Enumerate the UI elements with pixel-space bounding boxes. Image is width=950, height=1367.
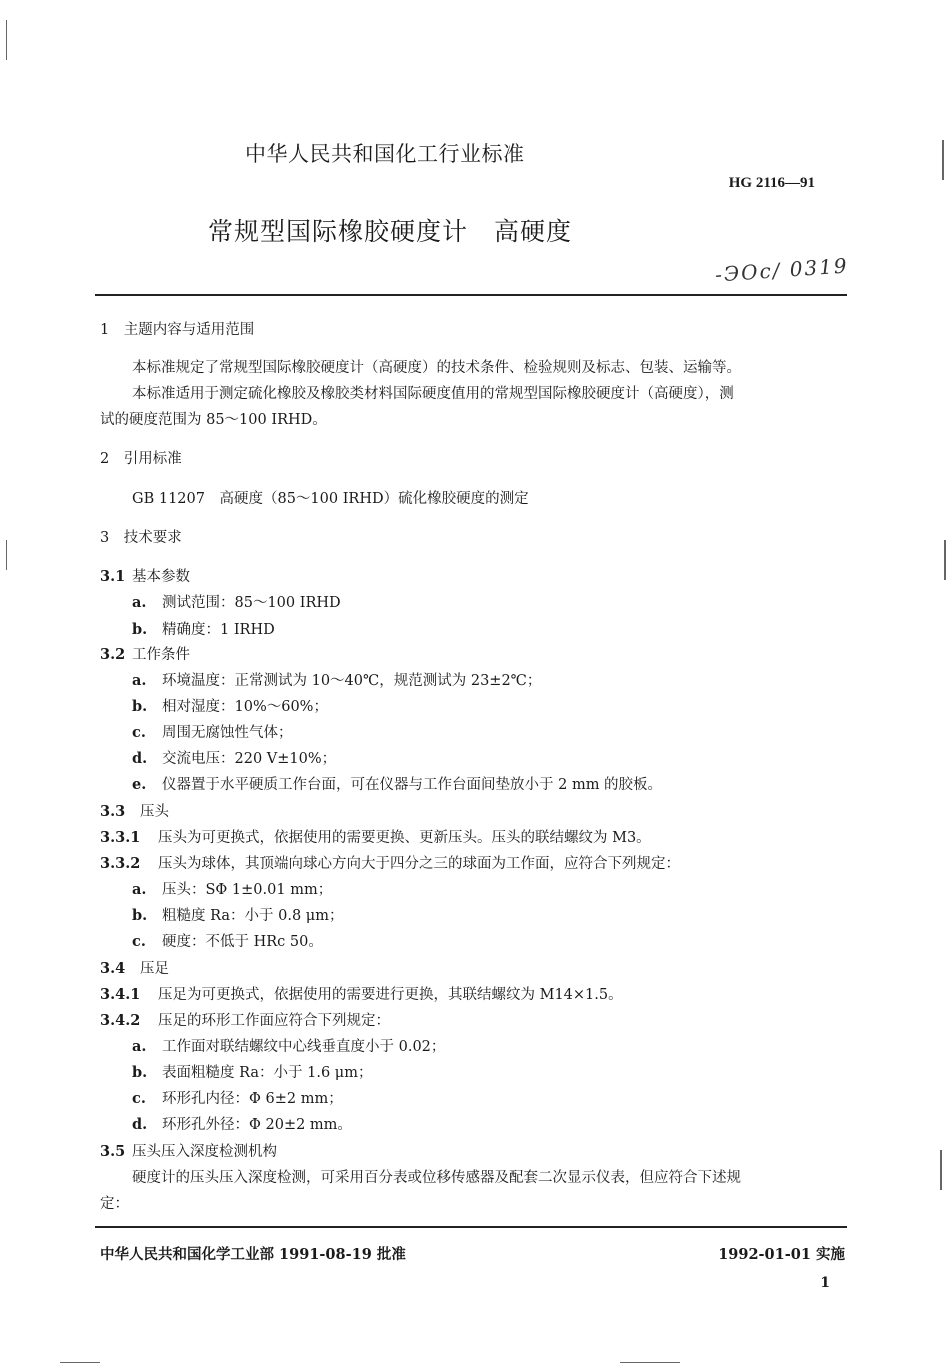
clause-3-3-2 — [100, 852, 680, 873]
header-rule — [95, 294, 847, 296]
effective-date: 1992-01-01 实施 — [718, 1246, 845, 1263]
footer-rule — [95, 1226, 847, 1228]
clause-title: 压足 — [140, 961, 169, 977]
scan-mark — [620, 1362, 680, 1363]
list-item: a. 工作面对联结螺纹中心线垂直度小于 0.02； — [132, 1038, 446, 1055]
list-item: a. 测试范围：85～100 IRHD — [132, 594, 341, 611]
clause-3-5-paragraph-cont: 定： — [100, 1196, 129, 1212]
list-item: a. 环境温度：正常测试为 10～40℃，规范测试为 23±2℃； — [132, 672, 542, 689]
list-item: b. 表面粗糙度 Ra：小于 1.6 μm； — [132, 1064, 373, 1081]
clause-3-5-paragraph: 硬度计的压头压入深度检测，可采用百分表或位移传感器及配套二次显示仪表，但应符合下述规 — [132, 1170, 741, 1186]
clause-number: 3.4.1 — [100, 986, 141, 1003]
clause-text: 压足的环形工作面应符合下列规定： — [158, 1013, 390, 1029]
section-1-paragraph-2: 本标准适用于测定硫化橡胶及橡胶类材料国际硬度值用的常规型国际橡胶硬度计（高硬度），测 — [132, 386, 734, 402]
clause-text: 压头为球体，其顶端向球心方向大于四分之三的球面为工作面，应符合下列规定： — [158, 856, 680, 872]
clause-3-3-1 — [100, 826, 651, 847]
issuing-body-title: 中华人民共和国化工行业标准 — [245, 142, 525, 166]
approval-line: 中华人民共和国化学工业部 1991-08-19 批准 — [100, 1246, 406, 1263]
list-item: d. 交流电压：220 V±10%； — [132, 750, 337, 767]
clause-number: 3.1 — [100, 568, 126, 585]
clause-title: 压头 — [140, 804, 169, 820]
handwritten-note: -ЭОс/ 0319 — [714, 253, 850, 287]
clause-3-4 — [100, 957, 169, 978]
clause-number: 3.4 — [100, 960, 126, 977]
scan-mark — [6, 20, 7, 60]
clause-3-2 — [100, 643, 190, 664]
clause-title: 压头压入深度检测机构 — [132, 1144, 277, 1160]
clause-number: 3.2 — [100, 646, 126, 663]
section-1-paragraph-2-cont: 试的硬度范围为 85～100 IRHD。 — [100, 412, 327, 428]
list-item: d. 环形孔外径：Φ 20±2 mm。 — [132, 1116, 352, 1133]
scan-mark — [6, 540, 7, 570]
clause-number: 3.3 — [100, 803, 126, 820]
clause-text: 压头为可更换式，依据使用的需要更换、更新压头。压头的联结螺纹为 M3。 — [158, 830, 651, 846]
clause-3-4-2 — [100, 1009, 390, 1030]
scan-mark — [60, 1362, 100, 1363]
page-number: 1 — [820, 1275, 830, 1291]
clause-3-4-1 — [100, 983, 623, 1004]
clause-number: 3.5 — [100, 1143, 126, 1160]
section-1-heading: 1 主题内容与适用范围 — [100, 322, 255, 338]
scan-mark — [944, 540, 946, 580]
list-item: b. 粗糙度 Ra：小于 0.8 μm； — [132, 907, 344, 924]
clause-number: 3.4.2 — [100, 1012, 141, 1029]
clause-title: 基本参数 — [132, 569, 190, 585]
list-item: b. 精确度：1 IRHD — [132, 621, 275, 638]
list-item: e. 仪器置于水平硬质工作台面，可在仪器与工作台面间垫放小于 2 mm 的胶板。 — [132, 776, 663, 793]
clause-3-3 — [100, 800, 169, 821]
clause-title: 工作条件 — [132, 647, 190, 663]
clause-number: 3.3.2 — [100, 855, 141, 872]
list-item: b. 相对湿度：10%～60%； — [132, 698, 328, 715]
list-item: c. 硬度：不低于 HRc 50。 — [132, 933, 323, 950]
clause-3-1 — [100, 565, 190, 586]
standard-code: HG 2116—91 — [728, 175, 815, 191]
scan-mark — [942, 140, 944, 180]
section-3-heading: 3 技术要求 — [100, 530, 182, 546]
list-item: a. 压头：SΦ 1±0.01 mm； — [132, 881, 333, 898]
section-1-paragraph-1: 本标准规定了常规型国际橡胶硬度计（高硬度）的技术条件、检验规则及标志、包装、运输等。 — [132, 360, 741, 376]
scan-mark — [940, 1150, 942, 1190]
document-title: 常规型国际橡胶硬度计 高硬度 — [208, 217, 573, 246]
list-item: c. 周围无腐蚀性气体； — [132, 724, 293, 741]
clause-number: 3.3.1 — [100, 829, 141, 846]
referenced-standard: GB 11207 高硬度（85～100 IRHD）硫化橡胶硬度的测定 — [132, 491, 529, 507]
clause-3-5 — [100, 1140, 277, 1161]
section-2-heading: 2 引用标准 — [100, 451, 182, 467]
clause-text: 压足为可更换式，依据使用的需要进行更换，其联结螺纹为 M14×1.5。 — [158, 987, 623, 1003]
list-item: c. 环形孔内径：Φ 6±2 mm； — [132, 1090, 343, 1107]
